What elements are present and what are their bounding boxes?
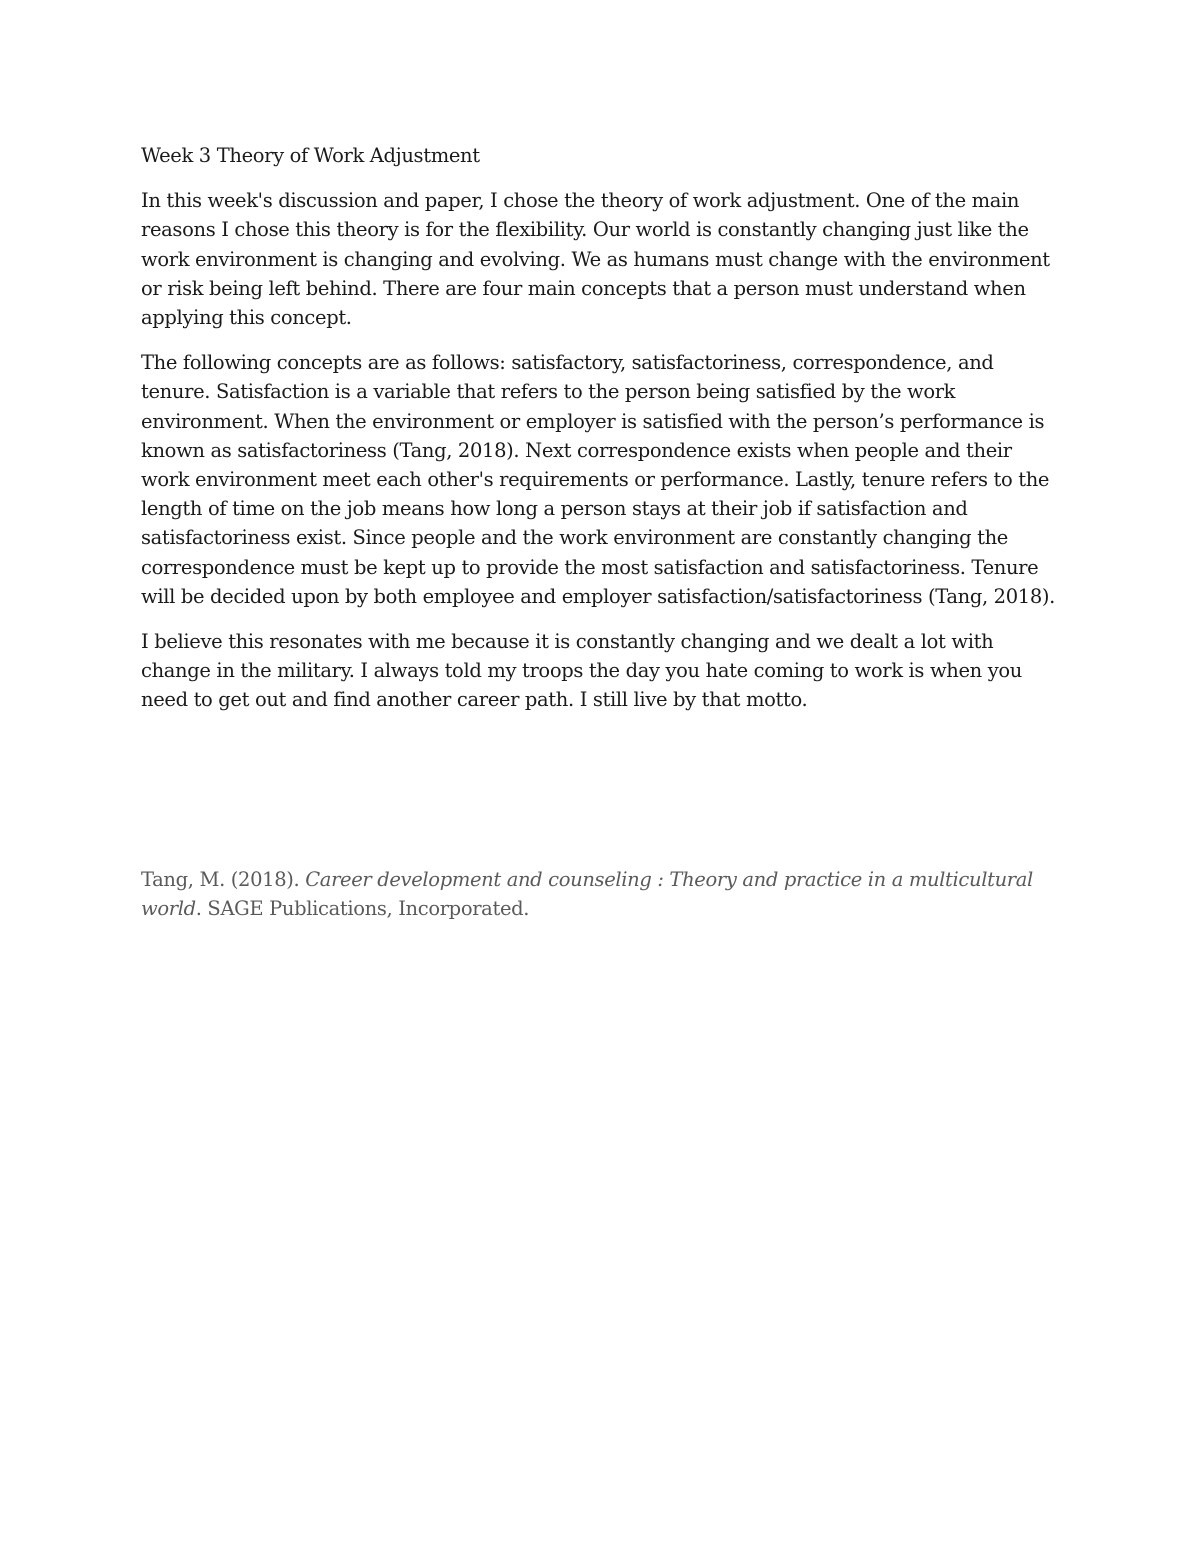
reference-entry	[141, 865, 1061, 923]
document-title: Week 3 Theory of Work Adjustment	[141, 144, 480, 167]
document-body	[141, 141, 1061, 731]
paragraph-intro: In this week's discussion and paper, I chose the theory of work adjustment. One of the main reasons I chose this theory is for the flexibility. Our world is constantly changing just like the work environment is changing and evolving. We as humans must change with the environment or risk being left behind. There are four main concepts that a person must understand when applying this concept.	[141, 189, 1050, 330]
reference-publisher: . SAGE Publications, Incorporated.	[195, 897, 530, 921]
paragraph-concepts: The following concepts are as follows: satisfactory, satisfactoriness, correspondence, and tenure. Satisfaction is a variable that refers to the person being satisfied by the work environment. When the environment or employer is satisfied with the person’s performance is known as satisfactoriness (Tang, 2018). Next correspondence exists when people and their work environment meet each other's requirements or performance. Lastly, tenure refers to the length of time on the job means how long a person stays at their job if satisfaction and satisfactoriness exist. Since people and the work environment are constantly changing the correspondence must be kept up to provide the most satisfaction and satisfactoriness. Tenure will be decided upon by both employee and employer satisfaction/satisfactoriness (Tang, 2018).	[141, 351, 1056, 608]
reference-author-year: Tang, M. (2018).	[141, 868, 306, 891]
reference-book-title: Career development and counseling : Theory and practice in a multicultural world	[141, 868, 1033, 921]
paragraph-reflection: I believe this resonates with me because it is constantly changing and we dealt a lot with change in the military. I always told my troops the day you hate coming to work is when you need to get out and find another career path. I still live by that motto.	[141, 630, 1023, 712]
